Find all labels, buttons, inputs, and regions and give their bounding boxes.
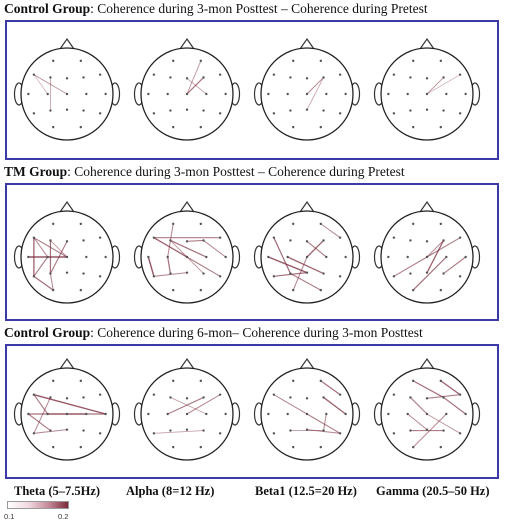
electrode: [33, 432, 35, 434]
electrode: [459, 275, 461, 277]
electrode: [393, 236, 395, 238]
electrode: [85, 256, 87, 258]
electrode: [49, 272, 51, 274]
electrode: [344, 256, 346, 258]
electrode: [104, 93, 106, 95]
colorbar-min-label: 0.1: [4, 512, 15, 521]
electrode: [412, 223, 414, 225]
head-map-r1-gamma: [373, 30, 481, 152]
row-2-group: TM Group: [4, 164, 68, 179]
electrode: [49, 239, 51, 241]
electrode: [320, 126, 322, 128]
electrode: [292, 223, 294, 225]
head-map-r1-theta: [13, 30, 121, 152]
electrode: [459, 236, 461, 238]
electrode: [267, 256, 269, 258]
electrode: [273, 275, 275, 277]
electrode: [80, 380, 82, 382]
electrode: [267, 93, 269, 95]
electrode: [292, 380, 294, 382]
electrode: [440, 126, 442, 128]
electrode: [85, 413, 87, 415]
electrode: [426, 397, 428, 399]
electrode: [169, 429, 171, 431]
electrode: [219, 112, 221, 114]
electrode: [104, 413, 106, 415]
row-1-desc: : Coherence during 3-mon Posttest – Coherence during Pretest: [90, 1, 428, 16]
electrode: [186, 77, 188, 79]
electrode: [66, 108, 68, 110]
electrode: [33, 275, 35, 277]
electrode: [66, 413, 68, 415]
electrode: [339, 275, 341, 277]
electrode: [292, 446, 294, 448]
row-2-desc: : Coherence during 3-mon Posttest – Coherence during Pretest: [67, 164, 405, 179]
electrode: [219, 73, 221, 75]
electrode: [426, 428, 428, 430]
electrode: [426, 271, 428, 273]
electrode: [66, 428, 68, 430]
electrode: [322, 272, 324, 274]
electrode: [426, 77, 428, 79]
electrode: [440, 289, 442, 291]
electrode: [464, 413, 466, 415]
head-map-r2-beta1: [253, 193, 361, 315]
band-label-gamma: Gamma (20.5–50 Hz): [376, 484, 490, 498]
electrode: [82, 396, 84, 398]
electrode: [202, 396, 204, 398]
electrode: [147, 256, 149, 258]
electrode: [442, 239, 444, 241]
electrode: [82, 239, 84, 241]
electrode: [412, 126, 414, 128]
electrode: [339, 112, 341, 114]
electrode: [99, 393, 101, 395]
row-3-desc: : Coherence during 6-mon– Coherence during 3-mon Posttest: [90, 325, 423, 340]
electrode: [393, 275, 395, 277]
electrode: [147, 413, 149, 415]
electrode: [82, 272, 84, 274]
electrode: [99, 236, 101, 238]
electrode: [169, 272, 171, 274]
electrode: [393, 393, 395, 395]
electrode: [442, 396, 444, 398]
electrode: [322, 76, 324, 78]
electrode: [33, 73, 35, 75]
electrode: [46, 256, 48, 258]
electrode: [80, 126, 82, 128]
electrode: [289, 429, 291, 431]
row-3-title: [4, 325, 423, 341]
electrode: [292, 126, 294, 128]
electrode: [27, 256, 29, 258]
electrode: [80, 289, 82, 291]
electrode: [205, 256, 207, 258]
electrode: [49, 396, 51, 398]
electrode: [200, 223, 202, 225]
electrode: [322, 396, 324, 398]
electrode: [169, 76, 171, 78]
electrode: [219, 275, 221, 277]
electrode: [320, 60, 322, 62]
electrode: [306, 108, 308, 110]
electrode: [459, 432, 461, 434]
electrode: [292, 60, 294, 62]
electrode: [153, 432, 155, 434]
electrode: [66, 397, 68, 399]
colorbar-max-label: 0.2: [58, 512, 69, 521]
electrode: [325, 93, 327, 95]
electrode: [82, 76, 84, 78]
row-2-title: [4, 164, 405, 180]
electrode: [172, 223, 174, 225]
electrode: [409, 272, 411, 274]
head-map-r2-theta: [13, 193, 121, 315]
electrode: [147, 93, 149, 95]
electrode: [289, 396, 291, 398]
electrode: [205, 413, 207, 415]
electrode: [186, 271, 188, 273]
electrode: [172, 289, 174, 291]
electrode: [339, 432, 341, 434]
electrode: [66, 93, 68, 95]
electrode: [66, 240, 68, 242]
electrode: [426, 413, 428, 415]
electrode: [186, 93, 188, 95]
electrode: [273, 236, 275, 238]
electrode: [409, 109, 411, 111]
electrode: [27, 93, 29, 95]
electrode: [459, 112, 461, 114]
electrode: [200, 126, 202, 128]
electrode: [186, 256, 188, 258]
electrode: [186, 240, 188, 242]
electrode: [219, 236, 221, 238]
electrode: [219, 432, 221, 434]
electrode: [202, 239, 204, 241]
electrode: [393, 73, 395, 75]
electrode: [186, 428, 188, 430]
band-label-theta: Theta (5–7.5Hz): [14, 484, 101, 498]
electrode: [344, 413, 346, 415]
electrode: [409, 396, 411, 398]
row-3-group: Control Group: [4, 325, 91, 340]
electrode: [393, 432, 395, 434]
electrode: [80, 223, 82, 225]
electrode: [339, 393, 341, 395]
electrode: [412, 446, 414, 448]
electrode: [153, 236, 155, 238]
electrode: [202, 76, 204, 78]
electrode: [442, 429, 444, 431]
band-label-beta1: Beta1 (12.5=20 Hz): [255, 484, 357, 498]
electrode: [27, 413, 29, 415]
electrode: [325, 413, 327, 415]
electrode: [200, 289, 202, 291]
electrode: [464, 93, 466, 95]
electrode: [320, 446, 322, 448]
electrode: [52, 380, 54, 382]
electrode: [286, 93, 288, 95]
electrode: [153, 393, 155, 395]
electrode: [440, 380, 442, 382]
electrode: [325, 256, 327, 258]
electrode: [426, 240, 428, 242]
electrode: [172, 380, 174, 382]
electrode: [426, 256, 428, 258]
electrode: [442, 272, 444, 274]
electrode: [409, 429, 411, 431]
row-1-group: Control Group: [4, 1, 91, 16]
electrode: [153, 112, 155, 114]
electrode: [99, 432, 101, 434]
electrode: [153, 275, 155, 277]
electrode: [224, 256, 226, 258]
electrode: [52, 446, 54, 448]
electrode: [66, 77, 68, 79]
electrode: [52, 60, 54, 62]
electrode: [459, 393, 461, 395]
electrode: [306, 413, 308, 415]
electrode: [406, 256, 408, 258]
electrode: [289, 76, 291, 78]
electrode: [33, 236, 35, 238]
electrode: [409, 76, 411, 78]
electrode: [440, 446, 442, 448]
electrode: [33, 393, 35, 395]
electrode: [200, 380, 202, 382]
electrode: [186, 108, 188, 110]
electrode: [99, 275, 101, 277]
electrode: [200, 60, 202, 62]
electrode: [273, 112, 275, 114]
electrode: [409, 239, 411, 241]
electrode: [169, 239, 171, 241]
electrode: [445, 93, 447, 95]
electrode: [445, 256, 447, 258]
electrode: [172, 60, 174, 62]
electrode: [344, 93, 346, 95]
electrode: [426, 108, 428, 110]
electrode: [200, 446, 202, 448]
electrode: [49, 109, 51, 111]
electrode: [393, 112, 395, 114]
electrode: [66, 271, 68, 273]
electrode: [33, 112, 35, 114]
electrode: [46, 413, 48, 415]
electrode: [66, 256, 68, 258]
electrode: [306, 93, 308, 95]
electrode: [339, 236, 341, 238]
head-map-r3-beta1: [253, 350, 361, 472]
electrode: [80, 60, 82, 62]
electrode: [406, 93, 408, 95]
electrode: [205, 93, 207, 95]
electrode: [306, 77, 308, 79]
electrode: [339, 73, 341, 75]
electrode: [49, 429, 51, 431]
electrode: [322, 239, 324, 241]
colorbar: [7, 501, 69, 509]
electrode: [273, 432, 275, 434]
electrode: [289, 239, 291, 241]
electrode: [186, 413, 188, 415]
electrode: [267, 413, 269, 415]
electrode: [219, 393, 221, 395]
electrode: [153, 73, 155, 75]
electrode: [172, 446, 174, 448]
electrode: [445, 413, 447, 415]
electrode: [49, 76, 51, 78]
electrode: [166, 256, 168, 258]
electrode: [412, 380, 414, 382]
electrode: [85, 93, 87, 95]
electrode: [166, 413, 168, 415]
head-map-r1-beta1: [253, 30, 361, 152]
electrode: [172, 126, 174, 128]
electrode: [464, 256, 466, 258]
band-label-alpha: Alpha (8=12 Hz): [126, 484, 215, 498]
head-map-r3-gamma: [373, 350, 481, 472]
head-map-r3-theta: [13, 350, 121, 472]
electrode: [273, 393, 275, 395]
electrode: [286, 413, 288, 415]
electrode: [387, 413, 389, 415]
electrode: [387, 93, 389, 95]
electrode: [273, 73, 275, 75]
head-map-r2-gamma: [373, 193, 481, 315]
electrode: [322, 429, 324, 431]
electrode: [52, 126, 54, 128]
electrode: [306, 397, 308, 399]
electrode: [99, 73, 101, 75]
electrode: [169, 109, 171, 111]
electrode: [80, 446, 82, 448]
electrode: [440, 223, 442, 225]
electrode: [46, 93, 48, 95]
electrode: [202, 272, 204, 274]
electrode: [440, 60, 442, 62]
electrode: [52, 223, 54, 225]
electrode: [320, 289, 322, 291]
electrode: [224, 93, 226, 95]
electrode: [202, 429, 204, 431]
electrode: [202, 109, 204, 111]
electrode: [320, 380, 322, 382]
electrode: [166, 93, 168, 95]
electrode: [169, 396, 171, 398]
electrode: [426, 93, 428, 95]
electrode: [82, 429, 84, 431]
electrode: [292, 289, 294, 291]
electrode: [289, 272, 291, 274]
head-map-r3-alpha: [133, 350, 241, 472]
electrode: [286, 256, 288, 258]
electrode: [82, 109, 84, 111]
electrode: [320, 223, 322, 225]
electrode: [186, 397, 188, 399]
head-map-r2-alpha: [133, 193, 241, 315]
head-map-r1-alpha: [133, 30, 241, 152]
electrode: [412, 289, 414, 291]
electrode: [99, 112, 101, 114]
electrode: [387, 256, 389, 258]
electrode: [306, 428, 308, 430]
electrode: [52, 289, 54, 291]
electrode: [104, 256, 106, 258]
electrode: [224, 413, 226, 415]
row-1-title: [4, 1, 428, 17]
electrode: [306, 240, 308, 242]
electrode: [406, 413, 408, 415]
electrode: [322, 109, 324, 111]
electrode: [412, 60, 414, 62]
electrode: [442, 109, 444, 111]
electrode: [459, 73, 461, 75]
electrode: [442, 76, 444, 78]
electrode: [306, 256, 308, 258]
electrode: [289, 109, 291, 111]
electrode: [306, 271, 308, 273]
